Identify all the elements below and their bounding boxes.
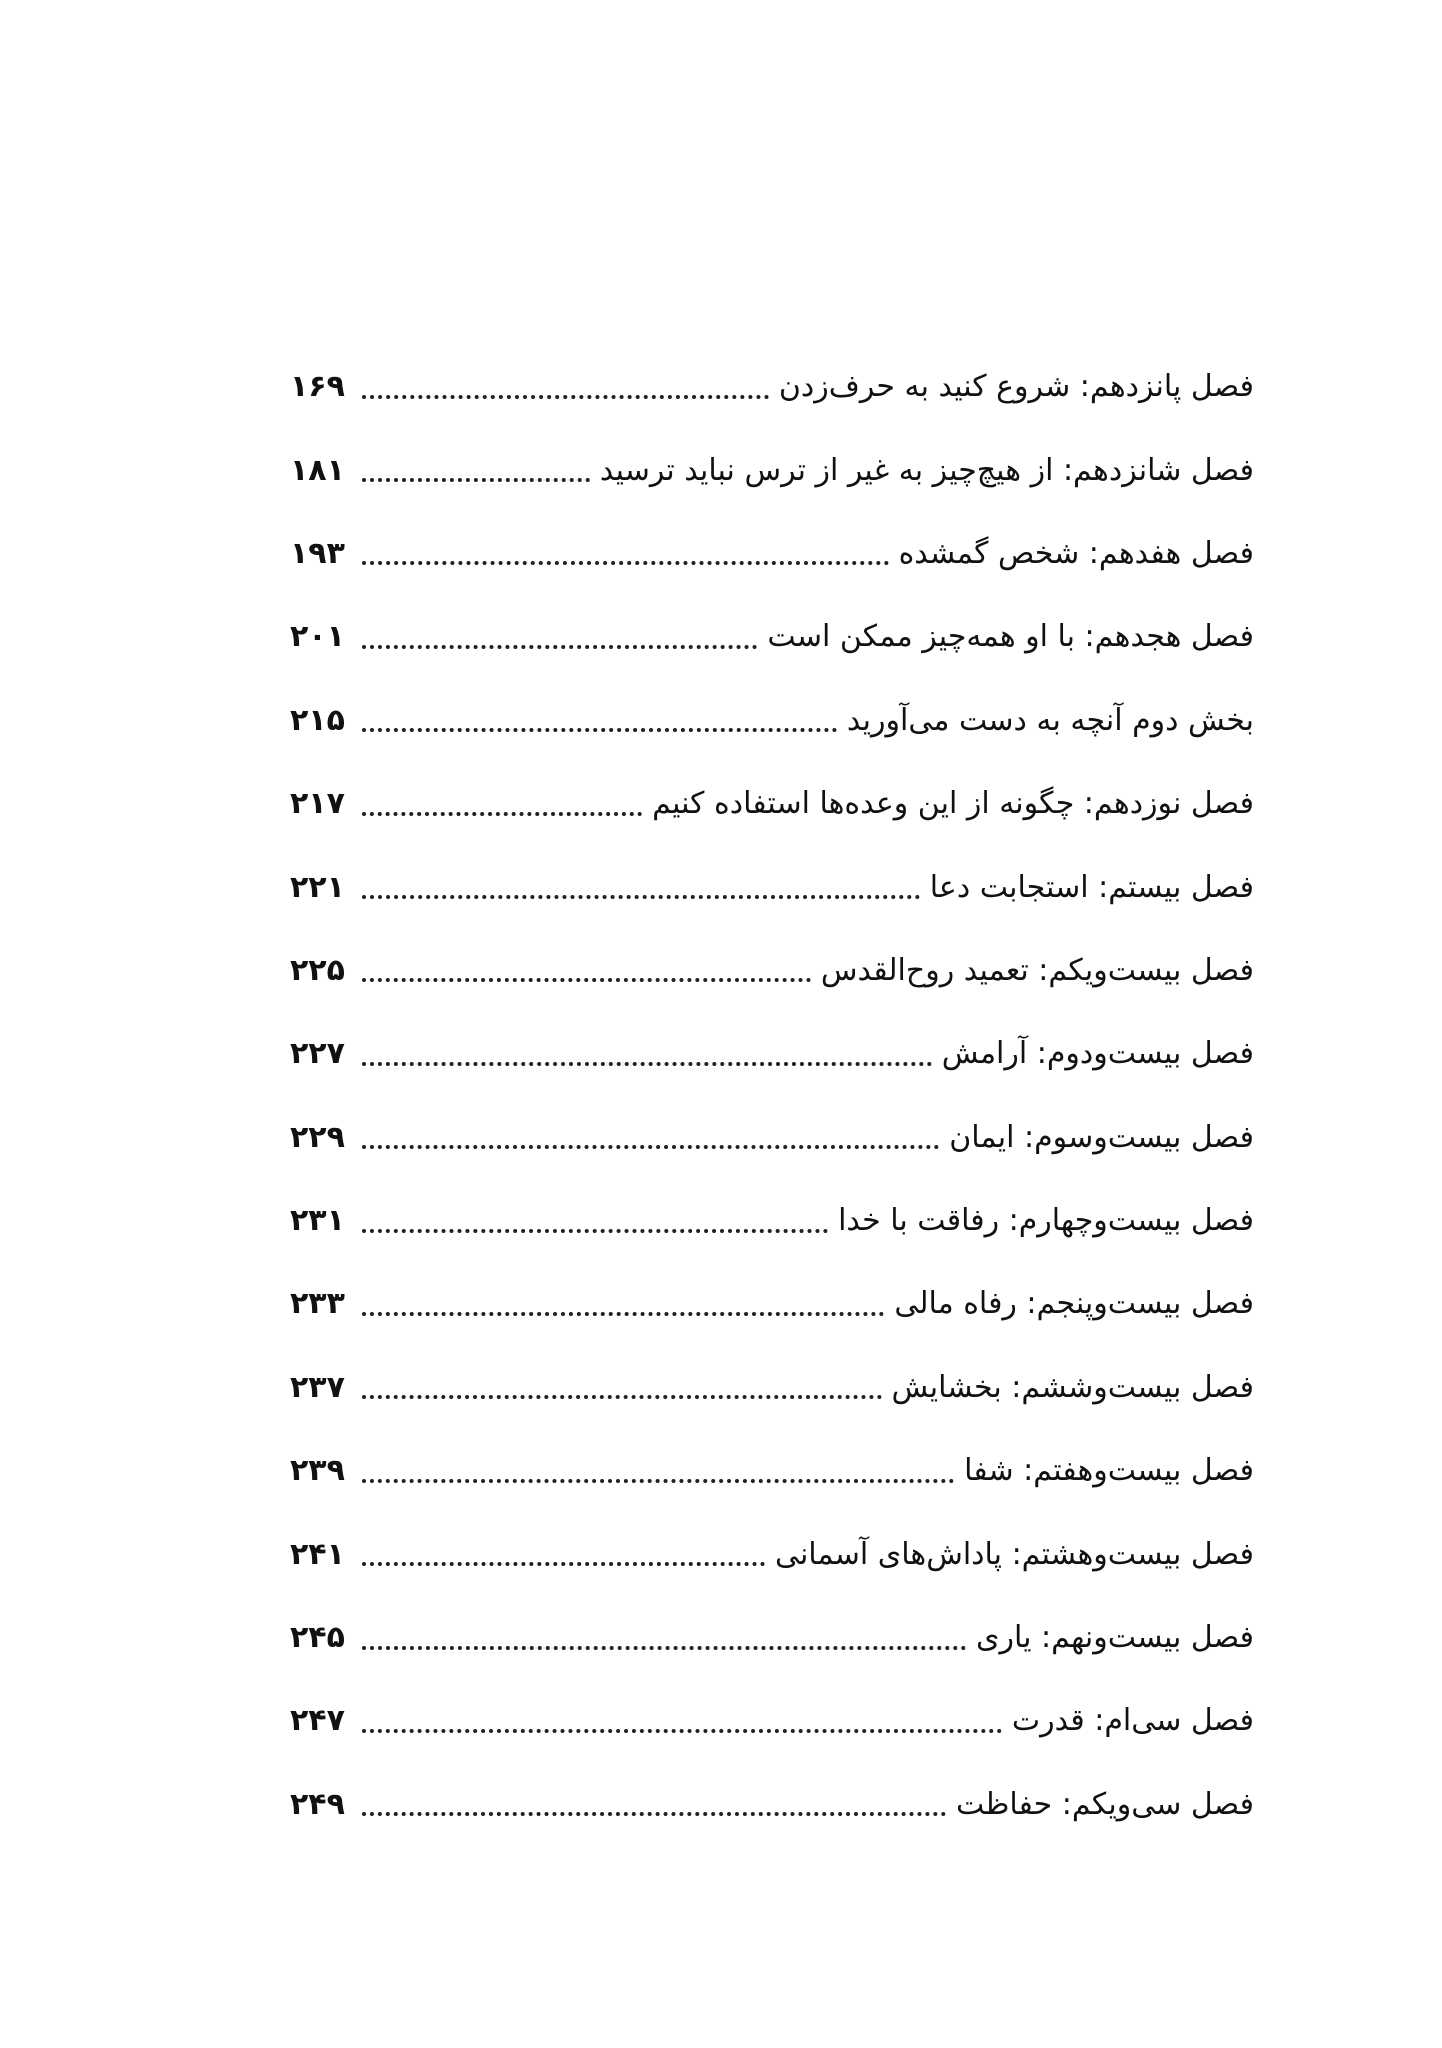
dot-leader <box>362 1312 884 1316</box>
dot-leader <box>362 561 889 565</box>
toc-entry-page-number: ۲۰۱ <box>290 619 345 655</box>
toc-entry <box>290 1179 1254 1262</box>
dot-leader <box>362 978 811 982</box>
toc-entry-page-number: ۱۹۳ <box>290 535 345 571</box>
dot-leader <box>362 1145 939 1149</box>
toc-entry <box>290 1012 1254 1095</box>
toc-entry-title: فصل شانزدهم: از هیچ‌چیز به غیر از ترس نباید ترسید <box>599 452 1254 488</box>
toc-entry-page-number: ۲۲۱ <box>290 869 345 905</box>
toc-entry <box>290 1512 1254 1595</box>
toc-entry-title: فصل بیست‌وهشتم: پاداش‌های آسمانی <box>774 1536 1254 1572</box>
toc-entry-page-number: ۲۲۵ <box>290 952 345 988</box>
toc-entry-page-number: ۲۲۷ <box>290 1036 345 1072</box>
toc-entry <box>290 1596 1254 1679</box>
toc-entry <box>290 1262 1254 1345</box>
toc-entry-title: فصل بیست‌وهفتم: شفا <box>964 1453 1254 1489</box>
toc-entry <box>290 845 1254 928</box>
dot-leader <box>362 728 837 732</box>
toc-entry <box>290 512 1254 595</box>
dot-leader <box>362 812 642 816</box>
dot-leader <box>362 1229 828 1233</box>
dot-leader <box>362 395 769 399</box>
toc-entry-page-number: ۲۱۵ <box>290 702 345 738</box>
dot-leader <box>362 1729 1002 1733</box>
toc-entry <box>290 595 1254 678</box>
toc-entry-title: فصل نوزدهم: چگونه از این وعده‌ها استفاده کنیم <box>652 786 1254 822</box>
dot-leader <box>362 1812 946 1816</box>
toc-entry-page-number: ۲۲۹ <box>290 1119 345 1155</box>
toc-entry <box>290 1346 1254 1429</box>
toc-entry-page-number: ۲۳۱ <box>290 1203 345 1239</box>
toc-entry <box>290 1429 1254 1512</box>
toc-entry-title: بخش دوم آنچه به دست می‌آورید <box>846 702 1254 738</box>
toc-entry <box>290 762 1254 845</box>
dot-leader <box>362 1062 932 1066</box>
toc-entry-title: فصل سی‌ام: قدرت <box>1011 1703 1254 1739</box>
dot-leader <box>362 645 757 649</box>
toc-entry <box>290 428 1254 511</box>
toc-entry-page-number: ۲۳۷ <box>290 1369 345 1405</box>
toc-entry-page-number: ۲۱۷ <box>290 786 345 822</box>
toc-entry-page-number: ۱۸۱ <box>290 452 345 488</box>
dot-leader <box>362 895 920 899</box>
table-of-contents <box>290 345 1254 1846</box>
toc-entry-title: فصل سی‌ویکم: حفاظت <box>956 1786 1254 1822</box>
toc-entry-title: فصل بیست‌ونهم: یاری <box>976 1620 1254 1656</box>
toc-entry-page-number: ۲۳۹ <box>290 1453 345 1489</box>
toc-entry-title: فصل بیست‌وششم: بخشایش <box>891 1369 1254 1405</box>
toc-entry-page-number: ۲۴۷ <box>290 1703 345 1739</box>
toc-entry-title: فصل بیستم: استجابت دعا <box>929 869 1254 905</box>
toc-entry-title: فصل هجدهم: با او همه‌چیز ممکن است <box>767 619 1254 655</box>
toc-entry-title: فصل هفدهم: شخص گمشده <box>898 535 1254 571</box>
toc-entry-title: فصل بیست‌وسوم: ایمان <box>949 1119 1254 1155</box>
toc-entry-title: فصل بیست‌ویکم: تعمید روح‌القدس <box>820 952 1254 988</box>
toc-entry-page-number: ۲۳۳ <box>290 1286 345 1322</box>
toc-entry <box>290 345 1254 428</box>
toc-entry-page-number: ۲۴۵ <box>290 1620 345 1656</box>
toc-entry-title: فصل بیست‌وپنجم: رفاه مالی <box>894 1286 1254 1322</box>
dot-leader <box>362 1395 882 1399</box>
dot-leader <box>362 1562 765 1566</box>
toc-entry-page-number: ۲۴۹ <box>290 1786 345 1822</box>
dot-leader <box>362 478 590 482</box>
toc-entry <box>290 1679 1254 1762</box>
toc-section-heading <box>290 679 1254 762</box>
toc-entry <box>290 1096 1254 1179</box>
toc-entry-page-number: ۲۴۱ <box>290 1536 345 1572</box>
toc-entry-title: فصل بیست‌ودوم: آرامش <box>941 1036 1254 1072</box>
toc-entry-title: فصل بیست‌وچهارم: رفاقت با خدا <box>838 1203 1254 1239</box>
dot-leader <box>362 1479 954 1483</box>
toc-entry-page-number: ۱۶۹ <box>290 369 345 405</box>
dot-leader <box>362 1646 966 1650</box>
toc-entry <box>290 1763 1254 1846</box>
toc-entry <box>290 929 1254 1012</box>
toc-entry-title: فصل پانزدهم: شروع کنید به حرف‌زدن <box>778 369 1254 405</box>
